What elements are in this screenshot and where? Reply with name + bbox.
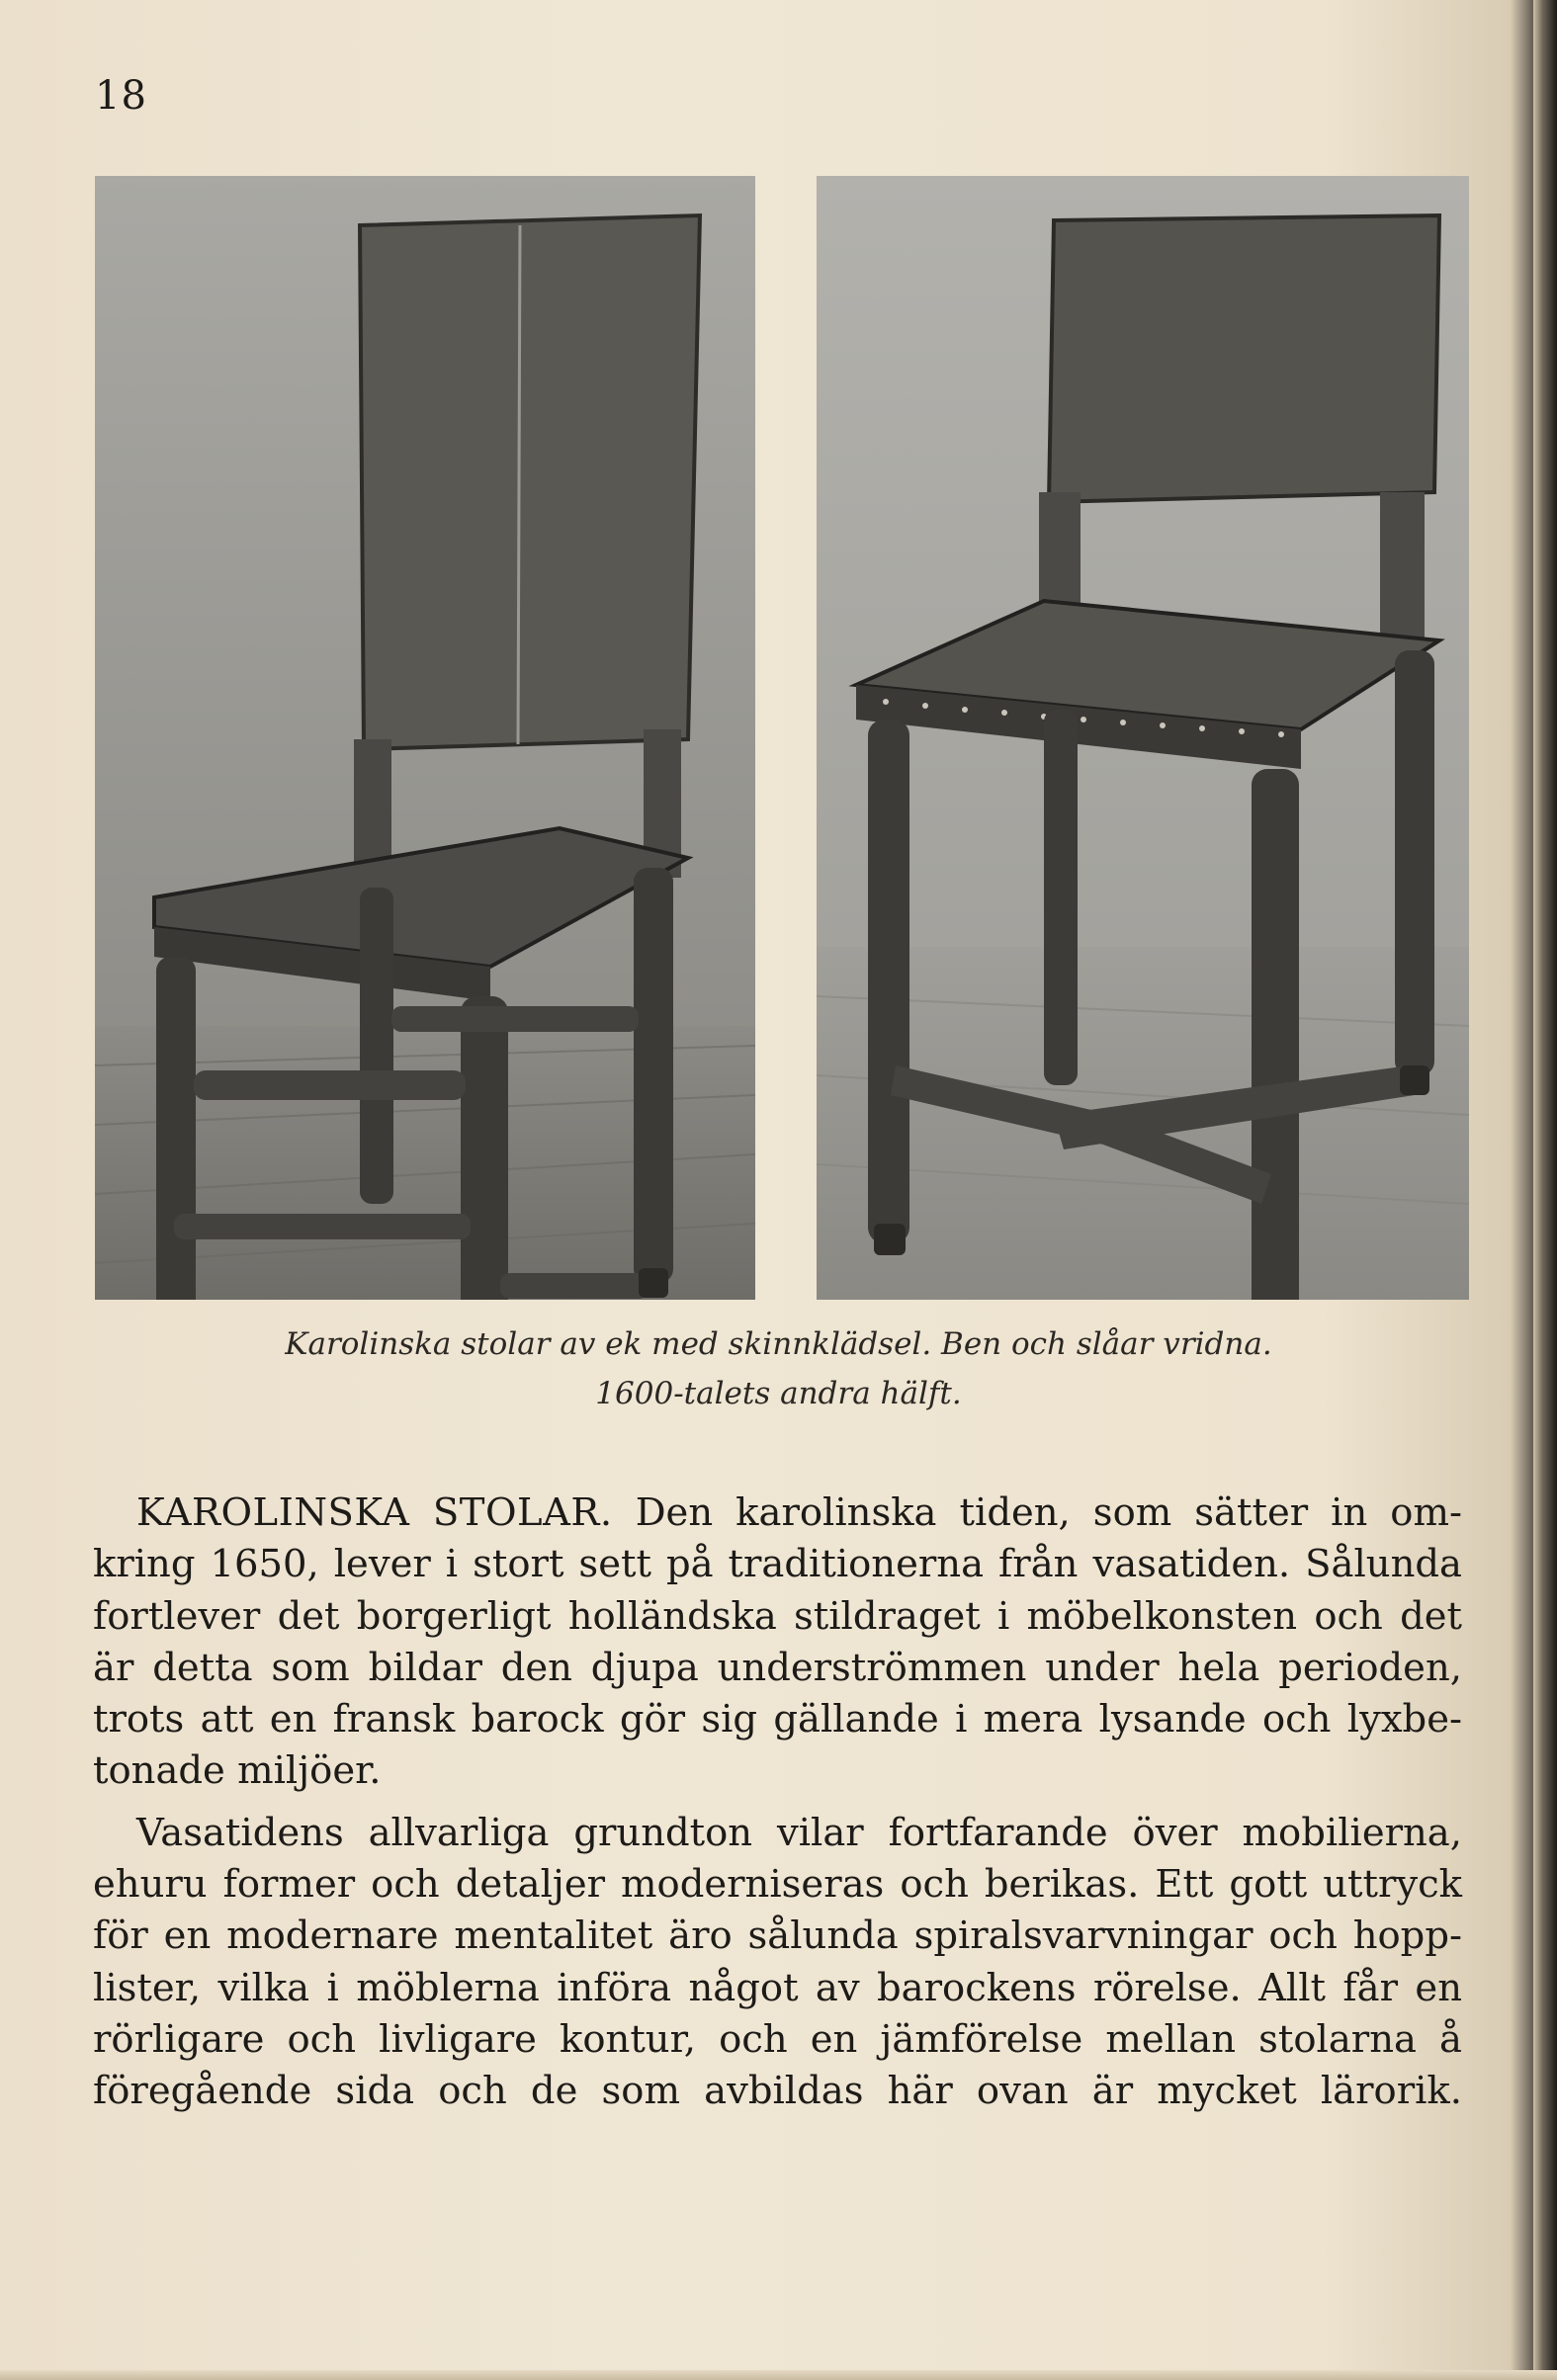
text-line xyxy=(93,1488,1462,1539)
text-line: Vasatidens allvarliga grundton vilar fortfarande över mobilierna, xyxy=(136,1810,1462,1855)
text-line: kring 1650, lever i stort sett på traditionerna från vasatiden. Sålunda xyxy=(93,1542,1462,1587)
paragraph-2 xyxy=(93,1808,1462,2118)
caption-line-1: Karolinska stolar av ek med skinnklädsel. Ben och slåar vridna. xyxy=(285,1326,1272,1362)
text-line: tonade miljöer. xyxy=(93,1748,382,1794)
text-line: är detta som bildar den djupa underströmmen under hela perioden, xyxy=(93,1645,1462,1690)
photo-chair-left xyxy=(95,176,755,1300)
text-line: föregående sida och de som avbildas här ovan är mycket lärorik. xyxy=(93,2069,1462,2114)
section-heading: KAROLINSKA STOLAR. xyxy=(136,1490,613,1535)
photo-chair-right xyxy=(817,176,1469,1300)
chair-right-illustration xyxy=(817,176,1469,1300)
text-line-content: Den karolinska tiden, som sätter in om- xyxy=(612,1490,1463,1535)
text-line: för en modernare mentalitet äro sålunda spiralsvarvningar och hopp- xyxy=(93,1913,1462,1959)
caption-line-2: 1600-talets andra hälft. xyxy=(595,1376,962,1411)
text-line: fortlever det borgerligt holländska stildraget i möbelkonsten och det xyxy=(93,1593,1462,1639)
paragraph-1 xyxy=(93,1488,1462,1798)
text-line: ehuru former och detaljer moderniseras och berikas. Ett gott uttryck xyxy=(93,1862,1462,1908)
text-line: rörligare och livligare kontur, och en jämförelse mellan stolarna å xyxy=(93,2016,1462,2062)
text-line: lister, vilka i möblerna införa något av barockens rörelse. Allt får en xyxy=(93,1965,1462,2010)
figure-caption xyxy=(148,1319,1409,1418)
body-text xyxy=(93,1488,1462,2118)
text-line: trots att en fransk barock gör sig gällande i mera lysande och lyxbe- xyxy=(93,1697,1462,1742)
chair-left-illustration xyxy=(95,176,755,1300)
page-bottom-edge xyxy=(0,2370,1557,2380)
book-spine-shadow xyxy=(1533,0,1557,2380)
page-number: 18 xyxy=(95,73,147,119)
